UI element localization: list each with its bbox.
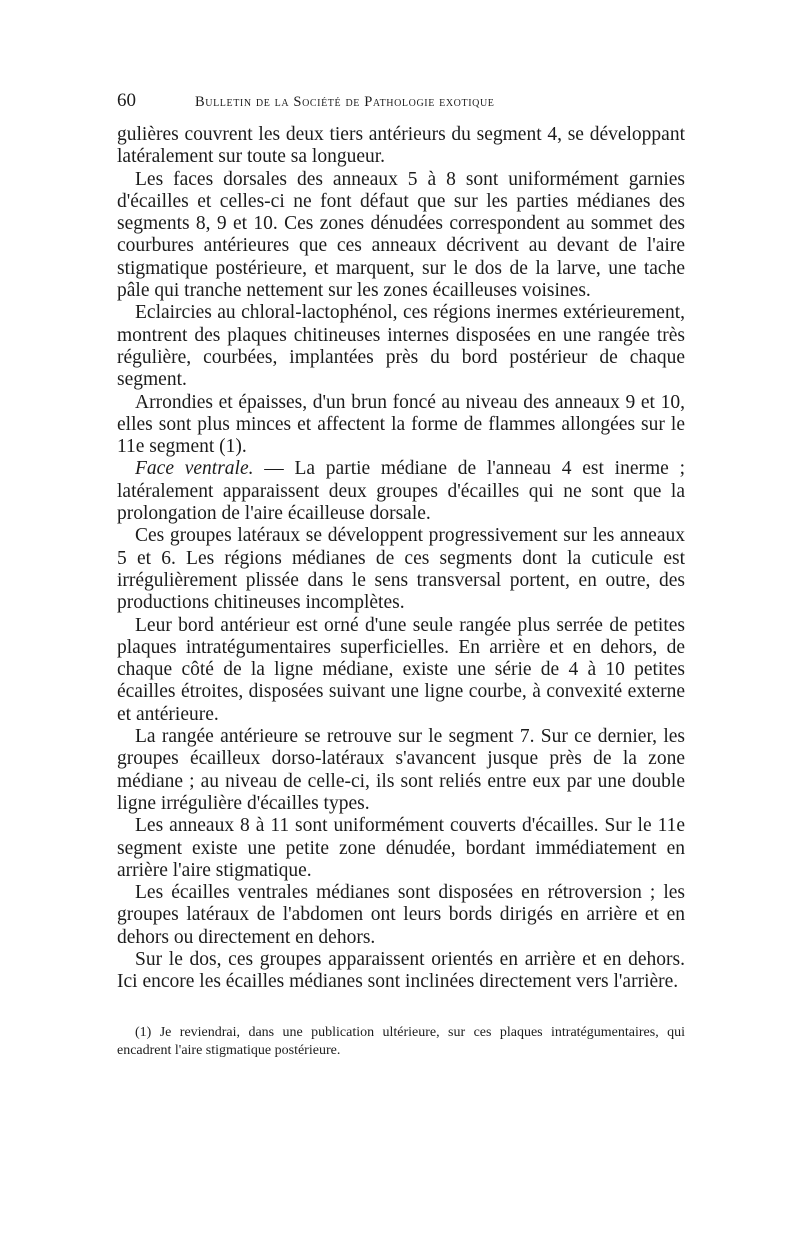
paragraph-6: Ces groupes latéraux se développent progressivement sur les anneaux 5 et 6. Les régions médianes de ces segments dont la cuticule est irrégulièrement plissée dans le sens transversal portent, en outre, des productions chitineuses incomplètes. [117, 525, 685, 614]
paragraph-9: Les anneaux 8 à 11 sont uniformément couverts d'écailles. Sur le 11e segment existe une petite zone dénudée, bordant immédiatement en arrière l'aire stigmatique. [117, 815, 685, 881]
paragraph-8: La rangée antérieure se retrouve sur le segment 7. Sur ce dernier, les groupes écailleux dorso-latéraux s'avancent jusque près de la zone médiane ; au niveau de celle-ci, ils sont reliés entre eux par une double ligne irrégulière d'écailles types. [117, 726, 685, 814]
journal-page [117, 90, 685, 1060]
paragraph-5 [117, 458, 685, 525]
page-number: 60 [117, 90, 136, 111]
paragraph-3: Eclaircies au chloral-lactophénol, ces régions inermes extérieurement, montrent des plaques chitineuses internes disposées en une rangée très régulière, courbées, implantées près du bord postérieur de chaque segment. [117, 302, 685, 391]
running-title: Bulletin de la Société de Pathologie exotique [195, 94, 495, 110]
paragraph-7: Leur bord antérieur est orné d'une seule rangée plus serrée de petites plaques intratégumentaires superficielles. En arrière et en dehors, de chaque côté de la ligne médiane, existe une série de 4 à 10 petites écailles étroites, disposées suivant une ligne courbe, à convexité externe et antérieure. [117, 614, 685, 725]
footnote: (1) Je reviendrai, dans une publication ultérieure, sur ces plaques intratégumentaires, qui encadrent l'aire stigmatique postérieure. [117, 1024, 685, 1058]
body-text [117, 124, 685, 994]
paragraph-10: Les écailles ventrales médianes sont disposées en rétroversion ; les groupes latéraux de l'abdomen ont leurs bords dirigés en arrière et en dehors ou directement en dehors. [117, 882, 685, 948]
paragraph-1: gulières couvrent les deux tiers antérieurs du segment 4, se développant latéralement sur toute sa longueur. [117, 124, 685, 168]
paragraph-5-text: — La partie médiane de l'anneau 4 est inerme ; latéralement apparaissent deux groupes d'écailles qui ne sont que la prolongation de l'aire écailleuse dorsale. [117, 458, 685, 525]
paragraph-11: Sur le dos, ces groupes apparaissent orientés en arrière et en dehors. Ici encore les écailles médianes sont inclinées directement vers l'arrière. [117, 948, 685, 993]
page-header [117, 90, 685, 116]
section-heading-face-ventrale: Face ventrale. [135, 458, 254, 480]
paragraph-2: Les faces dorsales des anneaux 5 à 8 sont uniformément garnies d'écailles et celles-ci ne font défaut que sur les parties médianes des segments 8, 9 et 10. Ces zones dénudées correspondent au sommet des courbures antérieures que ces anneaux décrivent au devant de l'aire stigmatique postérieure, et marquent, sur le dos de la larve, une tache pâle qui tranche nettement sur les zones écailleuses voisines. [117, 168, 685, 302]
paragraph-4: Arrondies et épaisses, d'un brun foncé au niveau des anneaux 9 et 10, elles sont plus minces et affectent la forme de flammes allongées sur le 11e segment (1). [117, 391, 685, 458]
